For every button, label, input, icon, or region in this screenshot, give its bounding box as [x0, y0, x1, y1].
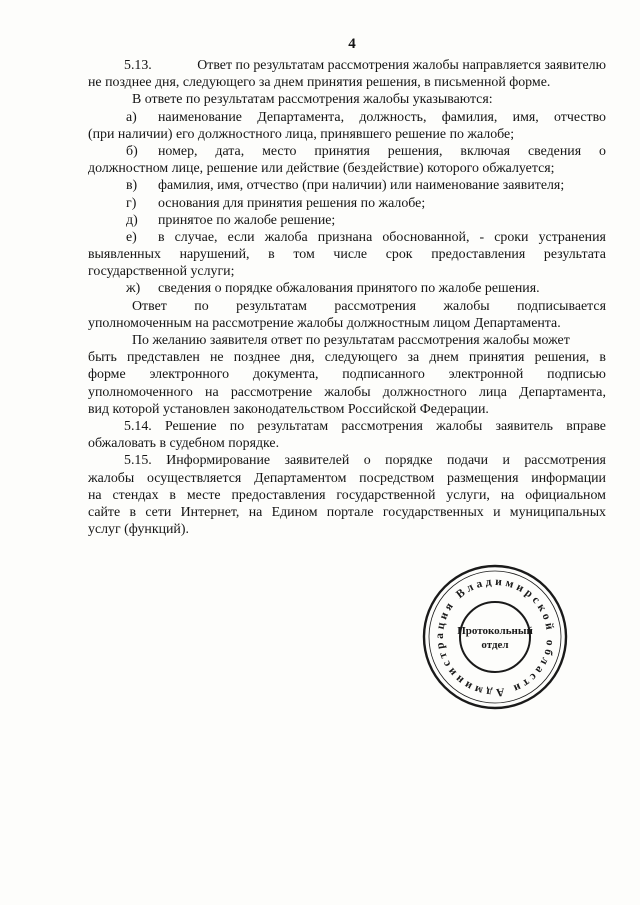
list-marker: г) [126, 195, 137, 211]
word: Едином [271, 504, 318, 520]
word: сайте [88, 504, 121, 520]
paragraph-electronic-line-2 [88, 349, 606, 366]
word: на [205, 384, 219, 400]
word: рассмотрение [230, 384, 313, 400]
word: заявителей [284, 453, 350, 469]
paragraph-5-15-line-3 [88, 487, 606, 504]
word: рассмотрения [334, 298, 416, 314]
list-item-b [88, 143, 606, 160]
word: размещения [447, 470, 519, 486]
list-marker: а) [126, 109, 137, 125]
word: наименование [158, 109, 242, 125]
word: уполномоченного [88, 384, 193, 400]
list-item-text: фамилия, имя, отчество (при наличии) или наименование заявителя; [158, 178, 565, 194]
paragraph-intro: В ответе по результатам рассмотрения жалобы указываются: [132, 92, 493, 108]
word: по [194, 298, 209, 314]
document-body [88, 57, 606, 538]
word: следующего [324, 350, 398, 366]
list-item-v [88, 177, 606, 194]
word: порядке [385, 453, 433, 469]
word: Ответ [132, 298, 167, 314]
word: подписывается [517, 298, 606, 314]
word: муниципальных [509, 504, 606, 520]
word: жалобы [88, 470, 135, 486]
word: Департамента, [257, 109, 345, 125]
paragraph-5-15-line-2 [88, 470, 606, 487]
word: Информирование [166, 453, 271, 469]
paragraph-5-13-line-2: не позднее дня, следующего за днем принятия решения, в письменной форме. [88, 75, 551, 91]
word: 5.14. [124, 418, 152, 434]
list-marker: ж) [126, 281, 141, 297]
word: жалобы [436, 418, 483, 434]
word: в [129, 504, 137, 520]
paragraph-electronic-line-1: По желанию заявителя ответ по результатам рассмотрения жалобы может [132, 333, 570, 348]
word: рассмотрения [524, 453, 606, 469]
list-marker: б) [126, 143, 138, 159]
word: стендах [112, 487, 159, 503]
list-item-e-continuation-2: государственной услуги; [88, 264, 235, 280]
word: месте [186, 487, 221, 503]
word: предоставления [431, 247, 526, 263]
list-item-text: сведения о порядке обжалования принятого по жалобе решения. [158, 281, 540, 297]
word: решения, [387, 143, 443, 159]
word: не [209, 350, 224, 366]
list-item-text [158, 143, 606, 160]
word: официальном [525, 487, 606, 503]
word: форме [88, 367, 126, 383]
word: позднее [233, 350, 281, 366]
word: Интернет, [180, 504, 240, 520]
word: документа, [252, 367, 319, 383]
word: сроки [494, 229, 529, 245]
list-marker: в) [126, 178, 138, 194]
word: государственных [382, 504, 484, 520]
word: если [227, 229, 255, 245]
word: вправе [566, 418, 606, 434]
word: портале [326, 504, 374, 520]
page-number: 4 [348, 36, 356, 52]
list-item-text [158, 109, 606, 126]
word: принятия [314, 143, 370, 159]
word: на [500, 487, 515, 503]
list-item-e [88, 229, 606, 246]
word: осуществляется [146, 470, 242, 486]
word: в [268, 247, 275, 263]
word: Ответ по результатам рассмотрения жалобы направляется заявителю [197, 58, 606, 73]
list-item-g [88, 195, 606, 212]
paragraph-signing-line-1 [88, 298, 606, 315]
stamp-inner-text-line-2: отдел [481, 639, 509, 651]
stamp-inner-text-line-1: Протокольный [457, 625, 533, 637]
word: срок [385, 247, 413, 263]
word: быть [88, 350, 117, 366]
word: о [363, 453, 371, 469]
paragraph-5-14-line-2: обжаловать в судебном порядке. [88, 436, 280, 452]
word: устранения [538, 229, 606, 245]
list-marker: е) [126, 229, 137, 245]
word: обоснованной, [382, 229, 470, 245]
word: Департаментом [254, 470, 347, 486]
list-item-a-continuation: (при наличии) его должностного лица, принявшего решение по жалобе; [88, 126, 515, 142]
word: место [262, 143, 297, 159]
word: и [502, 453, 510, 469]
word: информации [531, 470, 606, 486]
word: принятия [468, 350, 525, 366]
word: лица [478, 384, 507, 400]
word: должностного [382, 384, 467, 400]
word: жалоба [264, 229, 308, 245]
list-marker: д) [126, 212, 138, 228]
word: электронной [448, 367, 524, 383]
paragraph-5-15-line-1 [88, 452, 606, 469]
word: сети [145, 504, 172, 520]
word: числе [333, 247, 368, 263]
word: имя, [512, 109, 539, 125]
word: в [158, 229, 165, 245]
word: результатам [236, 298, 307, 314]
word: подписью [547, 367, 606, 383]
word: представлен [126, 350, 200, 366]
list-item-b-continuation: должностном лице, решение или действие (бездействие) которого обжалуется; [88, 161, 555, 177]
list-item-text: основания для принятия решения по жалобе; [158, 195, 426, 211]
paragraph-5-14-line-1 [88, 418, 606, 435]
paragraph-5-15-line-4 [88, 504, 606, 521]
word: сведения [527, 143, 582, 159]
word: на [88, 487, 102, 503]
word: отчество [554, 109, 606, 125]
official-stamp [420, 562, 570, 712]
word: предоставления [231, 487, 326, 503]
paragraph-5-13-line-1 [88, 57, 606, 74]
stamp-ring-text: Администрация Владимирской области [433, 575, 557, 699]
word: Департамента, [519, 384, 606, 400]
word: жалобы [324, 384, 371, 400]
list-item-zh [88, 280, 606, 297]
list-item-text: принятое по жалобе решение; [158, 212, 336, 228]
word: нарушений, [179, 247, 250, 263]
word: должность, [359, 109, 427, 125]
word: том [293, 247, 315, 263]
word: номер, [158, 143, 198, 159]
word: дата, [215, 143, 245, 159]
word: посредством [359, 470, 435, 486]
word: решения, [534, 350, 590, 366]
word: и [493, 504, 501, 520]
stamp-inner-circle [460, 602, 530, 672]
word: подписанного [342, 367, 425, 383]
word: Решение [164, 418, 217, 434]
word: 5.15. [124, 453, 152, 469]
list-item-text [158, 229, 606, 246]
word: за [407, 350, 420, 366]
list-item-e-continuation-1 [88, 246, 606, 263]
word: на [248, 504, 263, 520]
word: услуги, [446, 487, 490, 503]
word: в [599, 350, 606, 366]
word: по [229, 418, 245, 434]
paragraph-electronic-line-4 [88, 384, 606, 401]
word: случае, [174, 229, 218, 245]
word: о [599, 143, 606, 159]
paragraph-signing-line-2: уполномоченным на рассмотрение жалобы должностным лицом Департамента. [88, 315, 561, 331]
word: заявитель [495, 418, 554, 434]
word: дня, [290, 350, 315, 366]
list-item-d [88, 212, 606, 229]
word: электронного [149, 367, 230, 383]
paragraph-electronic-line-3 [88, 366, 606, 383]
word: государственной [336, 487, 436, 503]
stamp-ring-inner-border [429, 571, 561, 703]
word: рассмотрения [341, 418, 423, 434]
word: выявленных [88, 247, 161, 263]
word: фамилия, [441, 109, 498, 125]
word: днем [429, 350, 459, 366]
list-item-a [88, 109, 606, 126]
word: результатам [257, 418, 329, 434]
word: - [479, 229, 485, 245]
word: результата [543, 247, 606, 263]
word: жалобы [443, 298, 490, 314]
word: подачи [446, 453, 489, 469]
paragraph-5-15-line-5: услуг (функций). [88, 522, 189, 538]
paragraph-electronic-line-5: вид которой установлен законодательством Российской Федерации. [88, 401, 489, 417]
word: в [169, 487, 176, 503]
word: включая [460, 143, 511, 159]
word: 5.13. [124, 58, 152, 73]
word: признана [317, 229, 373, 245]
